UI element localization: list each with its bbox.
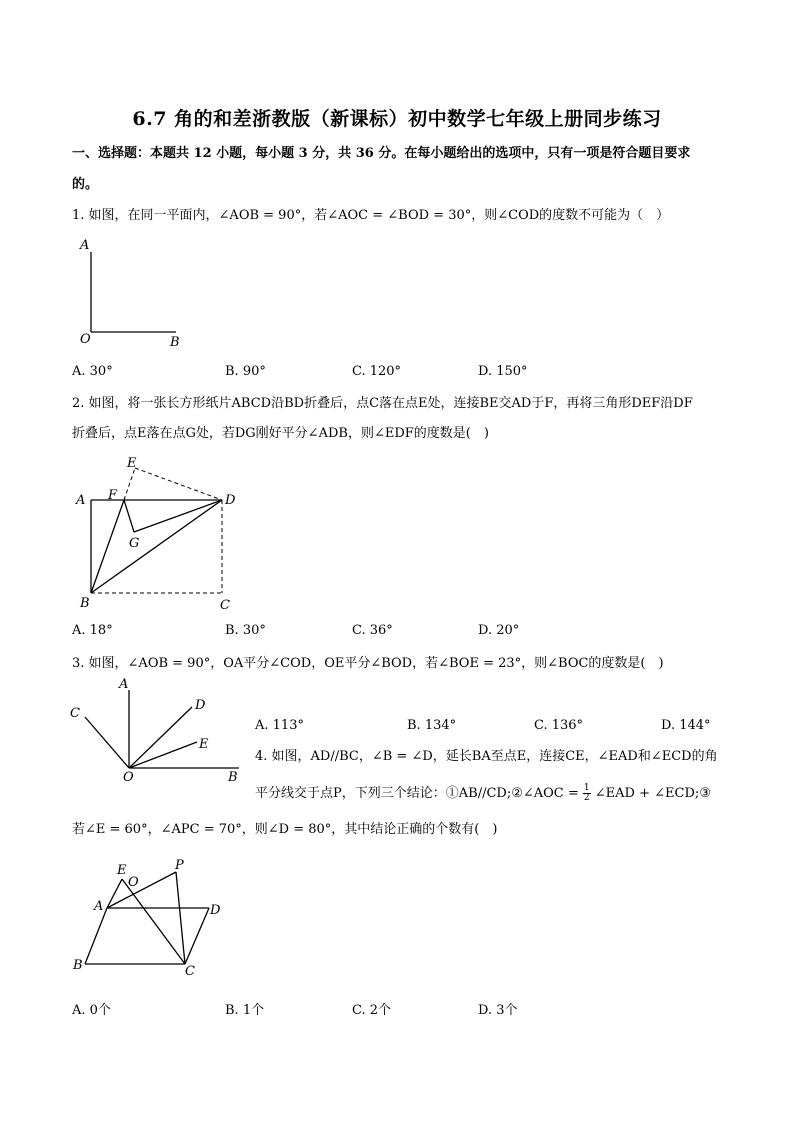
q3-option-a[interactable]: A. 113° <box>255 718 304 733</box>
q4-option-a[interactable]: A. 0个 <box>72 1003 111 1018</box>
q4-label-o: O <box>128 875 139 890</box>
q4-line2-part-a: 平分线交于点P，下列三个结论：①AB//CD;②∠AOC = <box>255 786 579 801</box>
page-title: 6.7 角的和差浙教版（新课标）初中数学七年级上册同步练习 <box>132 108 662 130</box>
q3-option-d[interactable]: D. 144° <box>661 718 711 733</box>
q2-option-a[interactable]: A. 18° <box>72 623 113 638</box>
q2-label-b: B <box>80 596 90 611</box>
question-4-text-line-1: 4. 如图，AD//BC，∠B = ∠D，延长BA至点E，连接CE，∠EAD和∠ECD的角 <box>255 749 718 764</box>
q4-option-d[interactable]: D. 3个 <box>478 1003 518 1018</box>
q1-label-b: B <box>170 335 180 350</box>
question-4-text-line-2 <box>255 784 711 803</box>
q4-fraction-denominator: 2 <box>583 793 590 803</box>
q4-label-e: E <box>117 863 127 878</box>
q4-label-p: P <box>175 858 184 873</box>
q2-label-g: G <box>129 536 140 551</box>
q1-option-a[interactable]: A. 30° <box>72 364 113 379</box>
q4-label-d: D <box>210 903 221 918</box>
question-3-text: 3. 如图，∠AOB = 90°，OA平分∠COD，OE平分∠BOD，若∠BOE = 23°，则∠BOC的度数是( ) <box>72 656 664 671</box>
q2-label-f: F <box>108 488 118 503</box>
q4-label-c: C <box>185 964 195 979</box>
q1-option-b[interactable]: B. 90° <box>225 364 266 379</box>
q4-label-a: A <box>94 899 104 914</box>
q2-label-e: E <box>127 456 137 471</box>
question-2-text-line-2: 折叠后，点E落在点G处，若DG刚好平分∠ADB，则∠EDF的度数是( ) <box>72 426 489 441</box>
question-3-figure <box>62 672 252 787</box>
q4-fraction <box>583 784 591 803</box>
q4-option-b[interactable]: B. 1个 <box>225 1003 265 1018</box>
q2-option-c[interactable]: C. 36° <box>352 623 393 638</box>
q2-label-c: C <box>220 598 230 613</box>
q3-option-c[interactable]: C. 136° <box>534 718 584 733</box>
question-4-text-line-3: 若∠E = 60°，∠APC = 70°，则∠D = 80°，其中结论正确的个数有( ) <box>72 822 498 837</box>
q4-label-b: B <box>73 958 83 973</box>
section-heading-line-2: 的。 <box>72 177 99 192</box>
q1-option-d[interactable]: D. 150° <box>478 364 528 379</box>
q2-label-d: D <box>225 493 236 508</box>
section-heading-line-1: 一、选择题：本题共 12 小题，每小题 3 分，共 36 分。在每小题给出的选项中，只有一项是符合题目要求 <box>72 146 691 161</box>
q4-line2-part-b: ∠EAD + ∠ECD;③ <box>594 786 711 801</box>
question-1-text: 1. 如图，在同一平面内，∠AOB = 90°，若∠AOC = ∠BOD = 30°，则∠COD的度数不可能为（ ） <box>72 208 670 223</box>
q3-label-c: C <box>70 706 80 721</box>
q3-option-b[interactable]: B. 134° <box>407 718 457 733</box>
q1-label-a: A <box>80 238 90 253</box>
q4-option-c[interactable]: C. 2个 <box>352 1003 392 1018</box>
q1-label-o: O <box>80 332 91 347</box>
q3-label-d: D <box>195 698 206 713</box>
q2-label-a: A <box>76 493 86 508</box>
q3-label-a: A <box>119 677 129 692</box>
question-2-figure <box>72 452 242 612</box>
q3-label-e: E <box>199 737 209 752</box>
question-2-text-line-1: 2. 如图，将一张长方形纸片ABCD沿BD折叠后，点C落在点E处，连接BE交AD于F，再将三角形DEF沿DF <box>72 396 693 411</box>
q3-label-b: B <box>228 770 238 785</box>
q2-option-b[interactable]: B. 30° <box>225 623 266 638</box>
question-1-figure <box>72 232 192 352</box>
question-4-figure <box>72 852 242 977</box>
q1-option-c[interactable]: C. 120° <box>352 364 402 379</box>
q4-fraction-numerator: 1 <box>583 783 590 793</box>
q2-option-d[interactable]: D. 20° <box>478 623 520 638</box>
q3-label-o: O <box>123 770 134 785</box>
